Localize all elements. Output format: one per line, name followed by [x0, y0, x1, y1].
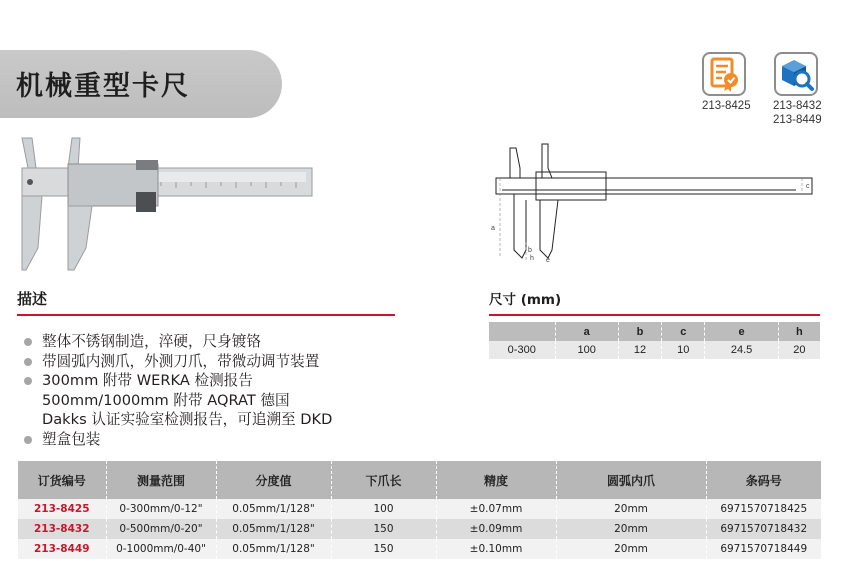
certificate-icon [704, 54, 744, 94]
list-item-continued: Dakks 认证实验室检测报告，可追溯至 DKD [42, 411, 333, 428]
list-item-continued: 500mm/1000mm 附带 AQRAT 德国 [42, 391, 290, 409]
list-item: 整体不锈钢制造，淬硬，尺身镀铬 [24, 332, 332, 352]
badge-label-3: 213-8449 [773, 114, 822, 126]
dim-label-e: e [546, 257, 550, 263]
table-row: 0-300 100 12 10 24.5 20 [489, 341, 820, 359]
table-row: 213-8425 0-300mm/0-12" 0.05mm/1/128" 100 ±0.07mm 20mm 6971570718425 [18, 499, 821, 519]
dimensions-heading: 尺寸 (mm) [489, 292, 562, 308]
description-list [24, 332, 332, 449]
table-header-row: a b c e h [489, 322, 820, 341]
inspection-box-icon [776, 54, 816, 94]
dim-label-a: a [491, 225, 495, 232]
list-item: 带圆弧内测爪，外测刀爪，带微动调节装置 [24, 352, 332, 372]
badge-label-2: 213-8432 [773, 100, 822, 112]
order-table [18, 461, 821, 559]
caliper-photo [16, 130, 316, 276]
dimensions-table [489, 322, 820, 359]
description-rule [17, 314, 395, 316]
table-row: 213-8449 0-1000mm/0-40" 0.05mm/1/128" 150 ±0.10mm 20mm 6971570718449 [18, 539, 821, 559]
dim-label-h: h [530, 255, 534, 262]
inspection-badge [774, 52, 818, 96]
page-title: 机械重型卡尺 [16, 71, 190, 102]
table-header-row: 订货编号 测量范围 分度值 下爪长 精度 圆弧内爪 条码号 [18, 461, 821, 499]
dim-label-c: c [806, 183, 810, 190]
dim-label-b: b [528, 247, 532, 254]
badge-label-1: 213-8425 [702, 100, 751, 112]
list-item: 塑盒包装 [24, 430, 332, 450]
list-item: 300mm 附带 WERKA 检测报告 [24, 371, 332, 391]
dimensions-rule [489, 314, 820, 316]
caliper-drawing [486, 138, 826, 263]
table-row: 213-8432 0-500mm/0-20" 0.05mm/1/128" 150 ±0.09mm 20mm 6971570718432 [18, 519, 821, 539]
certificate-badge [702, 52, 746, 96]
description-heading: 描述 [17, 290, 48, 308]
